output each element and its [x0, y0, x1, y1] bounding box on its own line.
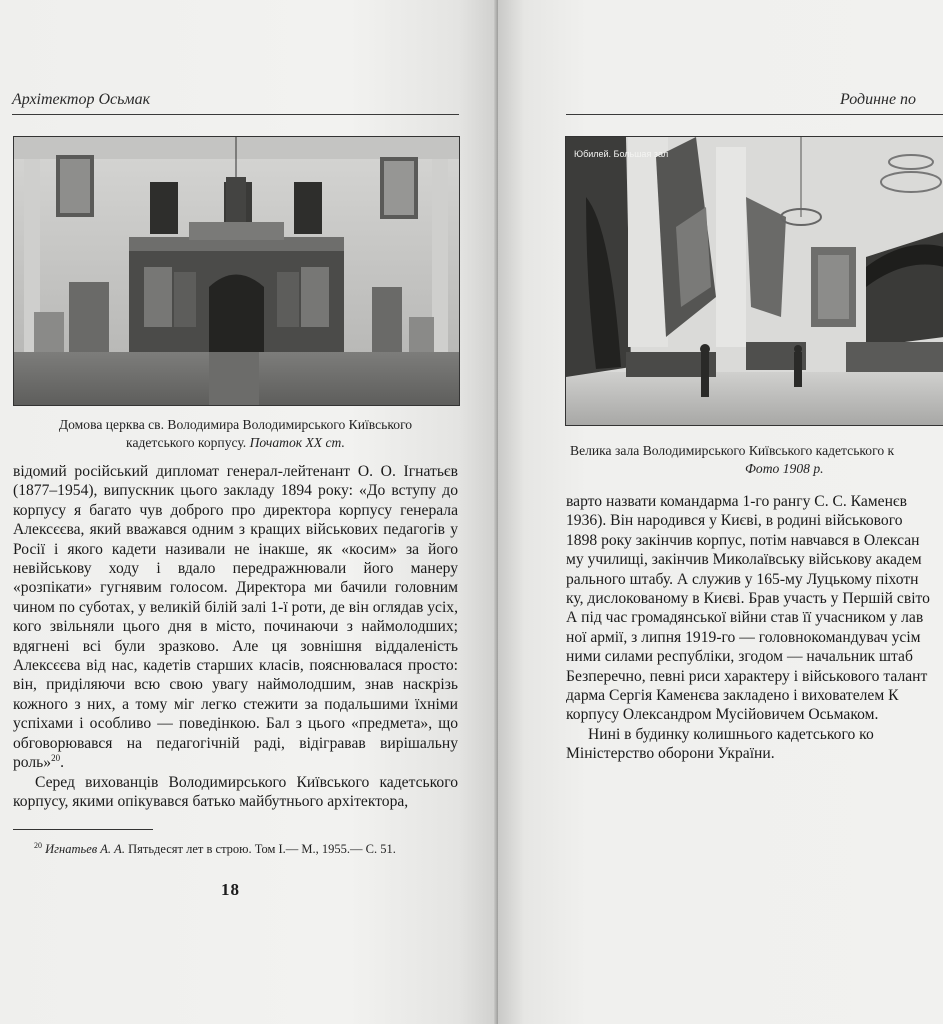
right-running-head: Родинне по — [840, 91, 917, 108]
hall-caption-line-1: Велика зала Володимирського Київського кадетського к — [570, 443, 895, 458]
right-line-4: му училищі, закінчив Миколаївську військову академ — [566, 551, 922, 569]
left-paragraph-1: відомий російський дипломат генерал-лейтенант О. О. Ігнатьєв (1877–1954), випускник цього закладу 1894 року: «До вступу до корпусу я багато чув доброго про директора корпусу генерала Алексєєва, який вважався одним з кращих військових педагогів у Росії і якого кадети називали не інакше, як «косим» за його невійськову ходу і вдало передражнювали його манеру «розпікати» гугнявим голосом. Директора ми бачили головним чином по суботах, у великій білій залі 1-ї роти, де він оглядав усіх, кого звільняли цього дня в місто, починаючи з наймолодших; вдягнені всі були зразково. Але ця зовнішня віддаленість Алексєєва від нас, кадетів старших класів, пояснювалася просто: він, приділяючи всю свою увагу наймолодшим, знав наскрізь кожного з них, а тому міг легко стежити за подальшими їхніми успіхами і особливо — поведінкою. Бал з цього «предмета», що обговорювався на педагогічній раді, відігравав вирішальну роль»$^{20}$. — [13, 463, 458, 772]
right-line-9: ними силами республіки, згодом — начальник штаб — [566, 648, 913, 666]
church-caption-date: Початок XX ст. — [249, 435, 345, 450]
great-hall-photo — [565, 136, 943, 426]
right-line-10: Безперечно, певні риси характеру і військового талант — [566, 667, 928, 685]
left-body-text — [13, 462, 458, 811]
footnote-rule — [13, 829, 153, 830]
right-line-8: ної армії, з липня 1919-го — головнокомандувач усім — [566, 628, 921, 646]
left-paragraph-1-text: відомий російський дипломат генерал-лейтенант О. О. Ігнатьєв (1877–1954), випускник цього закладу 1894 року: «До вступу до корпусу я багато чув доброго про директора корпусу генерала Алексєєва, який вважався одним з кращих військових педагогів у Росії і якого кадети називали не інакше, як «косим» за його невійськову ходу і вдало передражнювали його манеру «розпікати» гугнявим голосом. Директора ми бачили головним чином по суботах, у великій білій залі 1-ї роти, де він оглядав усіх, кого звільняли цього дня в місто, починаючи з наймолодших; вдягнені всі були зразково. Але ця зовнішня віддаленість Алексєєва від нас, кадетів старших класів, пояснювалася просто: він, приділяючи всю свою увагу наймолодшим, знав наскрізь кожного з них, а тому міг легко стежити за подальшими їхніми успіхами і особливо — поведінкою. Бал з цього «предмета», що обговорювався на педагогічній раді, відігравав вирішальну роль» — [13, 463, 458, 772]
right-line-1: варто назвати командарма 1-го рангу С. С. Каменєв — [566, 493, 907, 510]
church-caption-line-2 — [13, 434, 458, 452]
right-line-7: А під час громадянської війни став її учасником у лав — [566, 609, 924, 627]
church-interior-photo — [13, 136, 460, 406]
right-line-6: ку, дислокованому в Києві. Брав участь у Першій світо — [566, 590, 930, 608]
right-line-11: дарма Сергія Каменєва закладено і вихователем К — [566, 687, 899, 705]
right-line-14: Міністерство оборони України. — [566, 745, 775, 763]
church-caption-line-1: Домова церква св. Володимира Володимирського Київського — [58, 417, 413, 432]
right-line-3: 1898 року закінчив корпус, потім навчався в Олексан — [566, 531, 920, 549]
church-photo-caption — [13, 416, 458, 452]
left-paragraph-2: Серед вихованців Володимирського Київського кадетського корпусу, якими опікувався батько майбутнього архітектора, — [13, 773, 458, 810]
hall-caption-date: Фото 1908 р. — [745, 461, 824, 476]
footnote-author: Игнатьев А. А. — [45, 842, 125, 857]
right-line-2: 1936). Він народився у Києві, в родині військового — [566, 512, 903, 530]
photo-inscription: Юбилей. Большая зал — [574, 149, 669, 159]
footnote-text: Пятьдесят лет в строю. Том I.— М., 1955.— С. 51. — [124, 842, 396, 857]
right-line-5: рального штабу. А служив у 165-му Луцькому піхотн — [566, 570, 919, 588]
right-body-text — [566, 492, 943, 764]
left-header-rule — [12, 114, 459, 115]
left-running-head: Архітектор Осьмак — [12, 91, 151, 108]
right-header-rule — [566, 114, 943, 115]
right-line-13: Нині в будинку колишнього кадетського ко — [588, 725, 874, 743]
right-line-12: корпусу Олександром Мусійовичем Осьмаком. — [566, 706, 879, 724]
page-number: 18 — [221, 880, 240, 899]
hall-photo-caption — [565, 442, 943, 478]
church-caption-text: кадетського корпусу. — [126, 435, 247, 450]
footnote-number: 20 — [34, 841, 42, 850]
right-page — [498, 0, 943, 1024]
footnote-reference: 20 — [51, 752, 61, 763]
footnote — [34, 841, 396, 857]
